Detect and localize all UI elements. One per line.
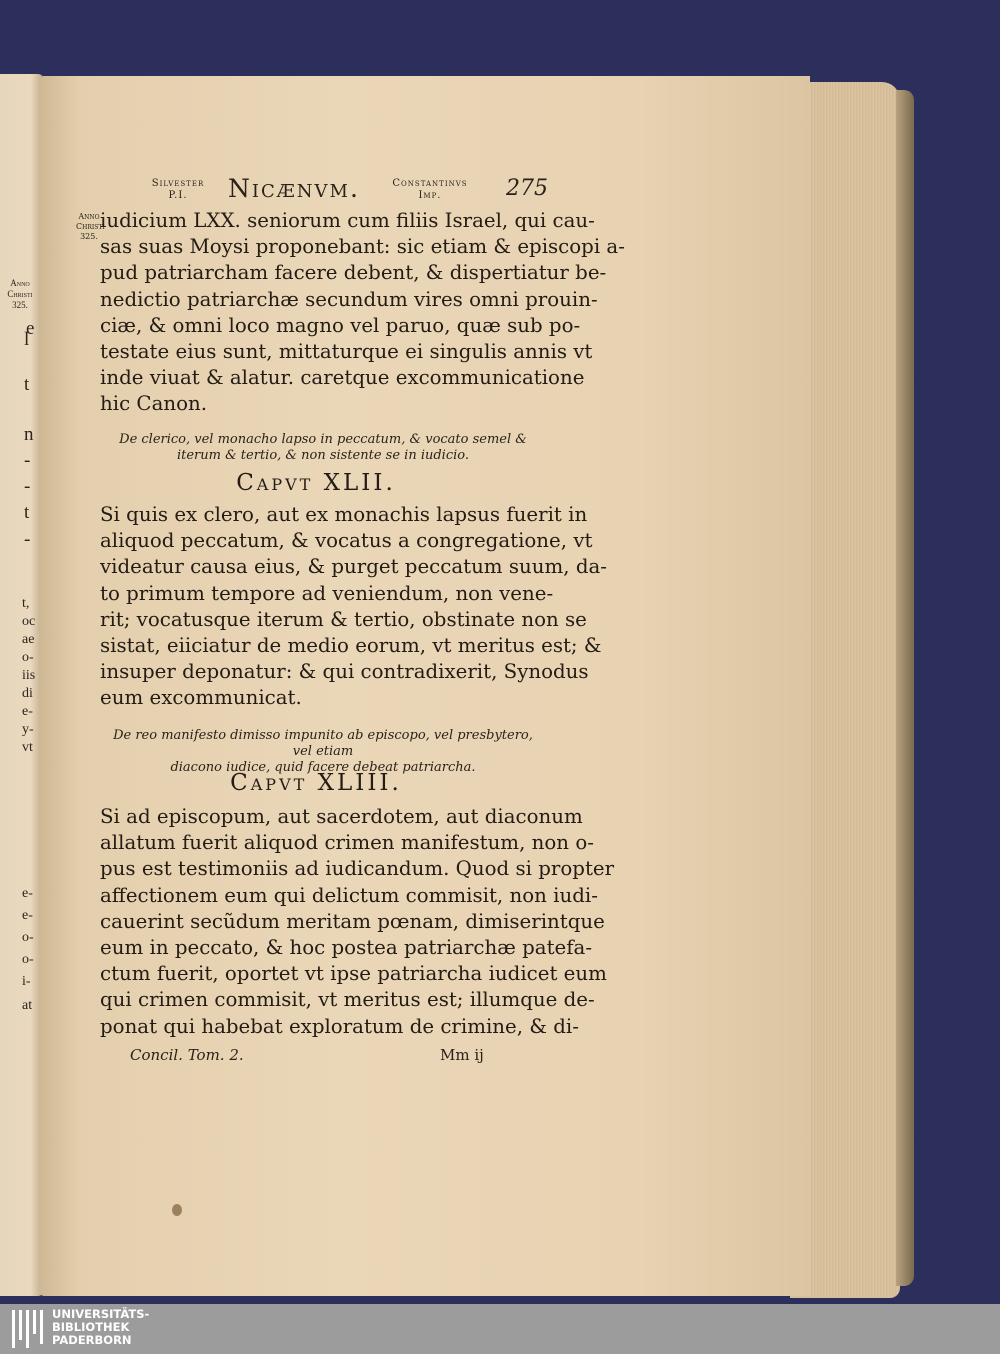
left-page-fragment: o- <box>22 952 34 967</box>
text-line: qui crimen commisit, vt meritus est; illumque de- <box>100 988 595 1012</box>
header-pope-number: P.I. <box>168 190 188 201</box>
text-line: ctum fuerit, oportet vt ipse patriarcha iudicet eum <box>100 962 607 986</box>
text-line: eum in peccato, & hoc postea patriarchæ patefa- <box>100 936 593 960</box>
left-page-fragment: t <box>24 374 30 395</box>
library-name-line: UNIVERSITÄTS- <box>52 1307 150 1321</box>
left-page-fragment: e- <box>22 908 33 923</box>
header-emperor-title: Imp. <box>418 190 442 201</box>
text-line: ponat qui habebat exploratum de crimine, & di- <box>100 1014 579 1038</box>
left-page-fragment: o- <box>22 930 34 945</box>
book-cover-edge <box>896 90 914 1286</box>
rubric-2 <box>108 728 538 776</box>
gathering-mark: Mm ij <box>440 1046 484 1064</box>
text-line: sistat, eiiciatur de medio eorum, vt meritus est; & <box>100 634 602 658</box>
left-page-fragment: vt <box>22 740 33 755</box>
text-line: Si quis ex clero, aut ex monachis lapsus fuerit in <box>100 503 588 526</box>
header-title: Nicænvm. <box>228 174 360 203</box>
text-line: aliquod peccatum, & vocatus a congregatione, vt <box>100 529 593 553</box>
left-margin-note-line: 325. <box>12 300 28 310</box>
paragraph-2 <box>100 502 607 712</box>
signature-line: Concil. Tom. 2. <box>130 1046 244 1064</box>
chapter-heading-42: Capvt XLII. <box>236 470 396 496</box>
text-line: sas suas Moysi proponebant: sic etiam & episcopi a- <box>100 235 625 259</box>
library-footer-bar <box>0 1304 1000 1354</box>
left-page-fragment: l <box>24 329 30 350</box>
left-margin-note-line: Anno <box>10 278 30 288</box>
rubric-line: iterum & tertio, & non sistente se in iudicio. <box>176 448 470 463</box>
page-number: 275 <box>506 176 548 201</box>
text-line: testate eius sunt, mittaturque ei singulis annis vt <box>100 340 593 364</box>
left-page-fragment: e- <box>22 886 33 901</box>
text-line: ciæ, & omni loco magno vel paruo, quæ sub po- <box>100 313 581 337</box>
text-line: videatur causa eius, & purget peccatum suum, da- <box>100 555 607 579</box>
left-page-fragment: ae <box>22 632 35 647</box>
text-line: eum excommunicat. <box>100 686 302 710</box>
ink-spot <box>172 1204 182 1216</box>
text-line: pus est testimoniis ad iudicandum. Quod si propter <box>100 857 615 881</box>
header-emperor <box>372 178 488 202</box>
library-name-line: BIBLIOTHEK <box>52 1320 130 1334</box>
left-page-fragment: i- <box>22 974 31 989</box>
left-page-fragment: e- <box>22 704 33 719</box>
left-page-fragment: n <box>24 424 34 445</box>
header-pope-name: Silvester <box>151 178 205 189</box>
library-logo-icon <box>12 1310 52 1348</box>
left-page-margin-note <box>0 278 40 311</box>
left-page-fragment: e <box>26 318 35 339</box>
left-page-fragment: o- <box>22 650 34 665</box>
left-margin-note-line: Christi <box>7 289 33 299</box>
left-page-fragment: iis <box>22 668 36 683</box>
margin-note-line: Christi <box>76 222 105 231</box>
text-line: Si ad episcopum, aut sacerdotem, aut diaconum <box>100 805 583 828</box>
text-line: insuper deponatur: & qui contradixerit, Synodus <box>100 660 589 684</box>
text-line: inde viuat & alatur. caretque excommunicatione <box>100 366 585 390</box>
left-page-fragment: t, <box>22 596 30 611</box>
chapter-heading-43: Capvt XLIII. <box>230 770 402 796</box>
text-line: rit; vocatusque iterum & tertio, obstinate non se <box>100 607 587 631</box>
text-line: affectionem eum qui delictum commisit, non iudi- <box>100 883 598 907</box>
text-line: to primum tempore ad veniendum, non vene- <box>100 581 554 605</box>
left-page-fragment: at <box>22 998 33 1013</box>
margin-note-line: 325. <box>80 232 98 241</box>
rubric-line: De reo manifesto dimisso impunito ab episcopo, vel presbytero, vel etiam <box>113 728 533 759</box>
left-page-fragment: y- <box>22 722 34 737</box>
rubric-1 <box>108 432 538 464</box>
text-line: iudicium LXX. seniorum cum filiis Israel, qui cau- <box>100 209 595 232</box>
library-name-line: PADERBORN <box>52 1333 132 1347</box>
margin-note <box>76 212 105 242</box>
header-emperor-name: Constantinvs <box>392 178 468 189</box>
text-line: pud patriarcham facere debent, & dispertiatur be- <box>100 261 607 285</box>
text-line: cauerint secũdum meritam pœnam, dimiserintque <box>100 909 605 933</box>
paragraph-3 <box>100 804 615 1040</box>
left-page-fragment: - <box>24 476 31 497</box>
text-line: hic Canon. <box>100 392 208 416</box>
left-page <box>0 74 44 1296</box>
running-header <box>130 174 550 210</box>
left-page-fragment: oc <box>22 614 36 629</box>
paragraph-1 <box>100 208 625 418</box>
rubric-line: De clerico, vel monacho lapso in peccatum, & vocato semel & <box>119 432 527 447</box>
rubric-line: diacono iudice, quid facere debeat patriarcha. <box>170 760 476 775</box>
library-name <box>52 1308 149 1347</box>
left-page-fragment: - <box>24 529 31 550</box>
left-page-fragment: di <box>22 686 33 701</box>
text-line: allatum fuerit aliquod crimen manifestum, non o- <box>100 831 594 855</box>
left-page-fragment: t <box>24 502 30 523</box>
text-line: nedictio patriarchæ secundum vires omni prouin- <box>100 287 598 311</box>
margin-note-line: Anno <box>78 212 100 221</box>
left-page-fragment: - <box>24 450 31 471</box>
header-pope <box>130 178 226 202</box>
